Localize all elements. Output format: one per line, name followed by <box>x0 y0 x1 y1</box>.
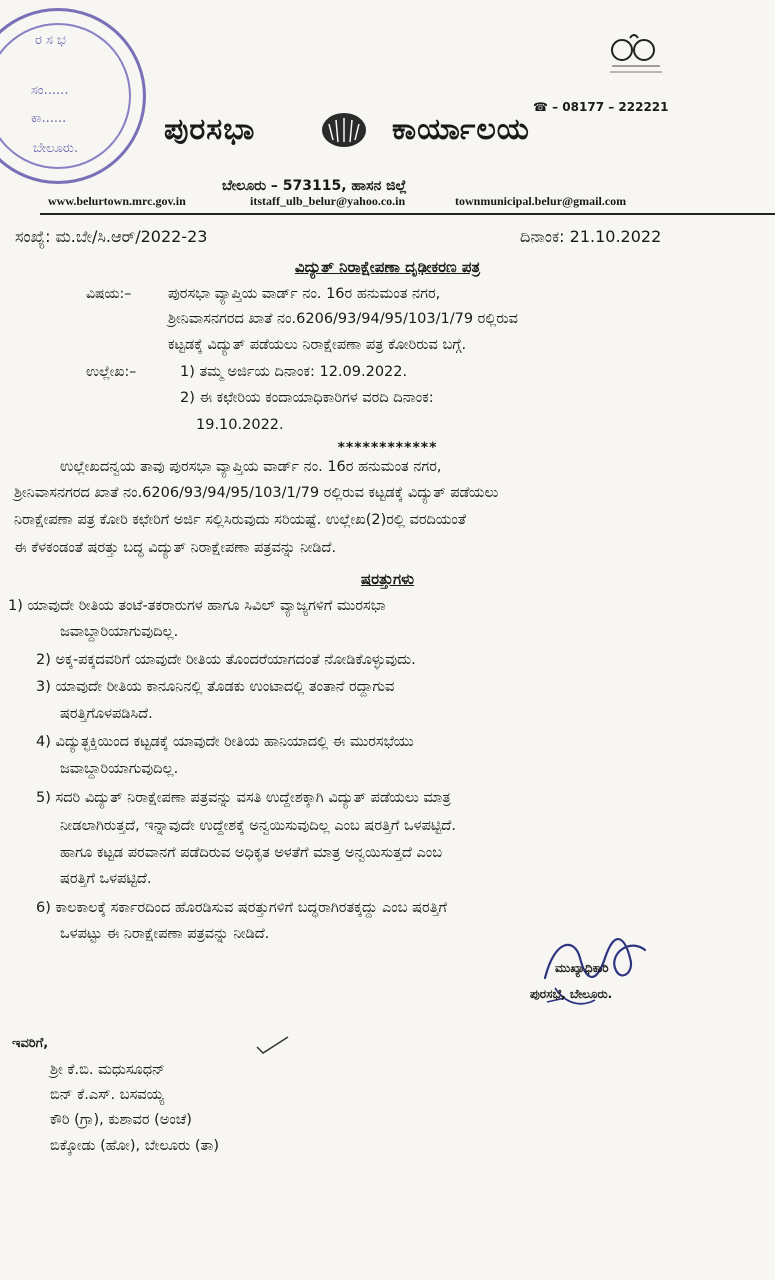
title-municipal: ಪುರಸಭಾ <box>164 112 256 147</box>
condition-line: ಷರತ್ತಿಗೊಳಪಡಿಸಿದೆ. <box>60 706 153 722</box>
subject-line: ಪುರಸಭಾ ವ್ಯಾಪ್ತಿಯ ವಾರ್ಡ್ ನಂ. 16ರ ಹನುಮಂತ ನಗರ, <box>168 286 441 302</box>
condition-line: ಷರತ್ತಿಗೆ ಒಳಪಟ್ಟಿದೆ. <box>60 871 152 887</box>
condition-line: 2) ಅಕ್ಕ-ಪಕ್ಕದವರಿಗೆ ಯಾವುದೇ ರೀತಿಯ ತೊಂದರೆಯಾಗದಂತೆ ನೋಡಿಕೊಳ್ಳುವುದು. <box>36 652 416 668</box>
body-line: ಈ ಕೆಳಕಂಡಂತೆ ಷರತ್ತು ಬದ್ಧ ವಿದ್ಯುತ್ ನಿರಾಕ್ಷೇಪಣಾ ಪತ್ರವನ್ನು ನೀಡಿದೆ. <box>14 540 337 556</box>
office-address: ಬೇಲೂರು – 573115, ಹಾಸನ ಜಿಲ್ಲೆ <box>222 178 407 194</box>
header-divider <box>40 213 775 215</box>
reference-item: 19.10.2022. <box>196 417 284 433</box>
condition-line: 1) ಯಾವುದೇ ರೀತಿಯ ತಂಟೆ-ತಕರಾರುಗಳ ಹಾಗೂ ಸಿವಿಲ್ ವ್ಯಾಜ್ಯಗಳಿಗೆ ಮುರಸಭಾ <box>8 598 386 614</box>
check-mark-icon <box>255 1035 290 1055</box>
references-label: ಉಲ್ಲೇಖ:– <box>86 364 137 380</box>
recipient-line: ಶ್ರೀ ಕೆ.ಬಿ. ಮಧುಸೂಧನ್ <box>50 1062 165 1078</box>
condition-line: ಜವಾಬ್ದಾರಿಯಾಗುವುದಿಲ್ಲ. <box>60 761 179 777</box>
recipient-label: ಇವರಿಗೆ, <box>12 1036 49 1051</box>
recipient-line: ಬಿನ್ ಕೆ.ಎಸ್. ಬಸವಯ್ಯ <box>50 1087 165 1103</box>
reference-item: 1) ತಮ್ಮ ಅರ್ಜಿಯ ದಿನಾಂಕ: 12.09.2022. <box>180 364 408 380</box>
phone-number: ☎ – 08177 – 222221 <box>533 100 669 114</box>
subject-line: ಕಟ್ಟಡಕ್ಕೆ ವಿದ್ಯುತ್ ಪಡೆಯಲು ನಿರಾಕ್ಷೇಪಣಾ ಪತ್ರ ಕೋರಿರುವ ಬಗ್ಗೆ. <box>168 337 467 353</box>
government-emblem-icon <box>600 30 670 80</box>
body-line: ಉಲ್ಲೇಖದನ್ವಯ ತಾವು ಪುರಸಭಾ ವ್ಯಾಪ್ತಿಯ ವಾರ್ಡ್ ನಂ. 16ರ ಹನುಮಂತ ನಗರ, <box>60 459 442 475</box>
condition-line: ಒಳಪಟ್ಟು ಈ ನಿರಾಕ್ಷೇಪಣಾ ಪತ್ರವನ್ನು ನೀಡಿದೆ. <box>60 926 270 942</box>
condition-line: ನೀಡಲಾಗಿರುತ್ತದೆ, ಇನ್ನಾವುದೇ ಉದ್ದೇಶಕ್ಕೆ ಅನ್ವಯಿಸುವುದಿಲ್ಲ ಎಂಬ ಷರತ್ತಿಗೆ ಒಳಪಟ್ಟಿದೆ. <box>60 818 456 834</box>
office-seal <box>0 8 146 184</box>
document-title: ವಿದ್ಯುತ್ ನಿರಾಕ್ಷೇಪಣಾ ದೃಢೀಕರಣ ಪತ್ರ <box>294 258 481 276</box>
condition-line: 3) ಯಾವುದೇ ರೀತಿಯ ಕಾನೂನಿನಲ್ಲಿ ತೊಡಕು ಉಂಟಾದಲ್ಲಿ ತಂತಾನೆ ರದ್ದಾಗುವ <box>36 679 395 695</box>
reference-item: 2) ಈ ಕಛೇರಿಯ ಕಂದಾಯಾಧಿಕಾರಿಗಳ ವರದಿ ದಿನಾಂಕ: <box>180 390 434 406</box>
signatory-office: ಪುರಸಭೆ, ಬೇಲೂರು. <box>530 987 613 1001</box>
condition-line: 4) ವಿದ್ಯುತ್ಛಕ್ತಿಯಿಂದ ಕಟ್ಟಡಕ್ಕೆ ಯಾವುದೇ ರೀತಿಯ ಹಾನಿಯಾದಲ್ಲಿ ಈ ಮುರಸಭೆಯು <box>36 734 414 750</box>
email-link-gmail[interactable]: townmunicipal.belur@gmail.com <box>455 194 627 208</box>
municipal-emblem-icon <box>318 110 370 150</box>
separator: ************ <box>337 440 438 456</box>
title-office: ಕಾರ್ಯಾಲಯ <box>392 112 530 147</box>
condition-line: ಹಾಗೂ ಕಟ್ಟಡ ಪರವಾನಗೆ ಪಡೆದಿರುವ ಅಧಿಕೃತ ಅಳತೆಗೆ ಮಾತ್ರ ಅನ್ವಯಿಸುತ್ತದೆ ಎಂಬ <box>60 845 443 861</box>
website-link[interactable]: www.belurtown.mrc.gov.in <box>48 194 186 208</box>
condition-line: 5) ಸದರಿ ವಿದ್ಯುತ್ ನಿರಾಕ್ಷೇಪಣಾ ಪತ್ರವನ್ನು ವಸತಿ ಉದ್ದೇಶಕ್ಕಾಗಿ ವಿದ್ಯುತ್ ಪಡೆಯಲು ಮಾತ್ರ <box>36 790 451 806</box>
condition-line: ಜವಾಬ್ದಾರಿಯಾಗುವುದಿಲ್ಲ. <box>60 624 179 640</box>
email-link-yahoo[interactable]: itstaff_ulb_belur@yahoo.co.in <box>250 194 406 208</box>
recipient-line: ಬಿಕ್ಕೋಡು (ಹೋ), ಬೇಲೂರು (ತಾ) <box>50 1138 220 1154</box>
subject-label: ವಿಷಯ:– <box>86 286 132 302</box>
conditions-title: ಷರತ್ತುಗಳು <box>360 570 415 588</box>
body-line: ನಿರಾಕ್ಷೇಪಣಾ ಪತ್ರ ಕೋರಿ ಕಛೇರಿಗೆ ಅರ್ಜಿ ಸಲ್ಲಿಸಿರುವುದು ಸರಿಯಷ್ಟೆ. ಉಲ್ಲೇಖ(2)ರಲ್ಲಿ ವರದಿಯಂತೆ <box>14 512 467 528</box>
body-line: ಶ್ರೀನಿವಾಸನಗರದ ಖಾತೆ ನಂ.6206/93/94/95/103/1/79 ರಲ್ಲಿರುವ ಕಟ್ಟಡಕ್ಕೆ ವಿದ್ಯುತ್ ಪಡೆಯಲು <box>14 485 499 501</box>
seal-text-ka: ಕಾ...... <box>31 111 67 126</box>
seal-text-top: ರ ಸ ಭ <box>35 33 66 48</box>
seal-text-place: ಬೇಲೂರು. <box>33 141 79 156</box>
condition-line: 6) ಕಾಲಕಾಲಕ್ಕೆ ಸರ್ಕಾರದಿಂದ ಹೊರಡಿಸುವ ಷರತ್ತುಗಳಿಗೆ ಬದ್ಧರಾಗಿರತಕ್ಕದ್ದು ಎಂಬ ಷರತ್ತಿಗೆ <box>36 900 447 916</box>
seal-text-no: ಸಂ...... <box>31 83 69 98</box>
letter-date: ದಿನಾಂಕ: 21.10.2022 <box>520 227 662 246</box>
subject-line: ಶ್ರೀನಿವಾಸನಗರದ ಖಾತೆ ನಂ.6206/93/94/95/103/1/79 ರಲ್ಲಿರುವ <box>168 311 518 327</box>
recipient-line: ಕೌರಿ (ಗ್ರಾ), ಕುಶಾವರ (ಅಂಚೆ) <box>50 1112 192 1128</box>
signatory-designation: ಮುಖ್ಯಾಧಿಕಾರಿ <box>555 961 609 975</box>
reference-number: ಸಂಖ್ಯೆ: ಮ.ಬೇ/ಸಿ.ಆರ್/2022-23 <box>15 227 208 246</box>
